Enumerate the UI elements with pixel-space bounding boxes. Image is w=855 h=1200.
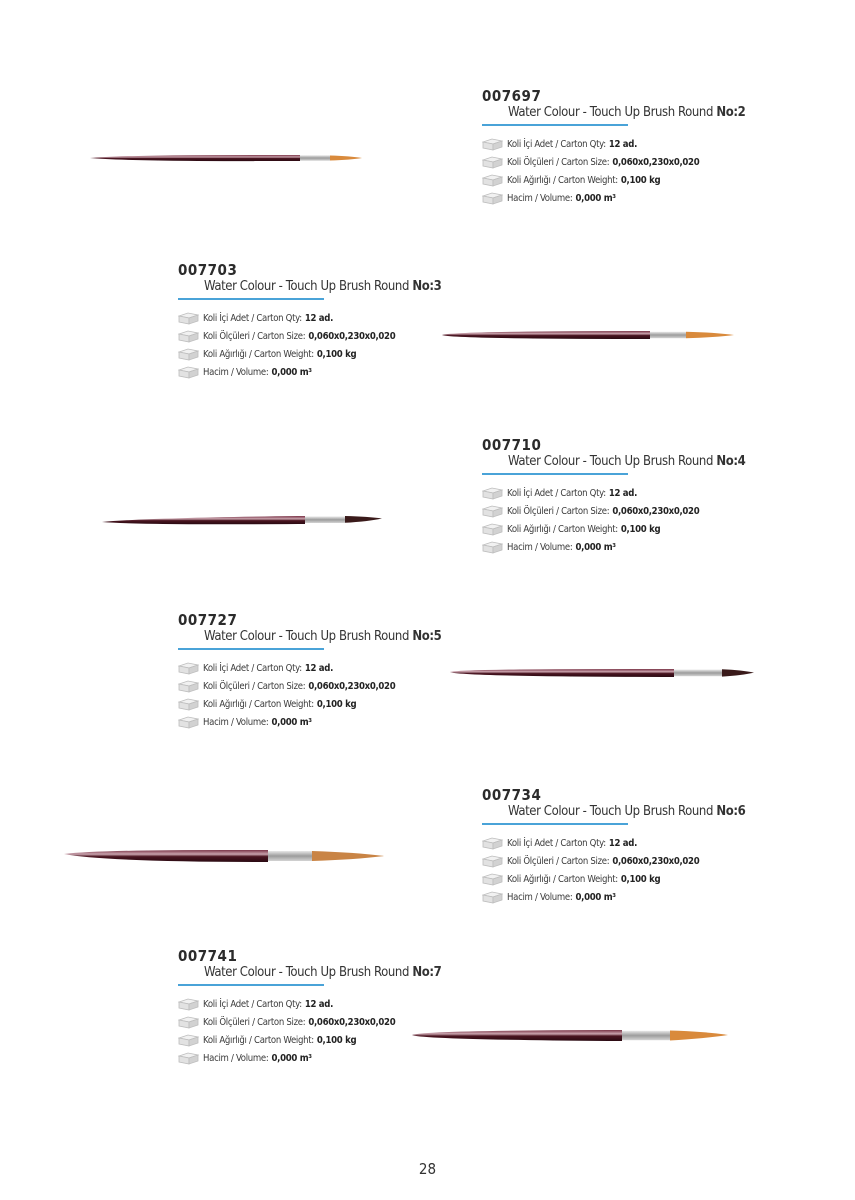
carton-box-icon — [482, 192, 503, 205]
spec-carton-weight: Koli Ağırlığı / Carton Weight: 0,100 kg — [178, 695, 508, 713]
carton-box-icon — [178, 348, 199, 361]
product-code: 007710 — [482, 436, 542, 454]
carton-box-icon — [482, 891, 503, 904]
spec-carton-weight: Koli Ağırlığı / Carton Weight: 0,100 kg — [178, 1031, 508, 1049]
carton-box-icon — [482, 541, 503, 554]
product-title: Water Colour - Touch Up Brush Round No:6 — [508, 804, 746, 819]
spec-carton-qty: Koli İçi Adet / Carton Qty: 12 ad. — [178, 659, 508, 677]
carton-box-icon — [178, 366, 199, 379]
carton-box-icon — [482, 174, 503, 187]
product-code: 007703 — [178, 261, 238, 279]
spec-volume: Hacim / Volume: 0,000 m³ — [178, 713, 508, 731]
spec-volume: Hacim / Volume: 0,000 m³ — [482, 189, 812, 207]
spec-carton-qty: Koli İçi Adet / Carton Qty: 12 ad. — [178, 309, 508, 327]
title-underline — [178, 984, 324, 986]
spec-carton-weight: Koli Ağırlığı / Carton Weight: 0,100 kg — [482, 171, 812, 189]
spec-carton-weight: Koli Ağırlığı / Carton Weight: 0,100 kg — [482, 520, 812, 538]
product-code: 007734 — [482, 786, 542, 804]
carton-box-icon — [178, 680, 199, 693]
spec-volume: Hacim / Volume: 0,000 m³ — [482, 888, 812, 906]
carton-box-icon — [178, 330, 199, 343]
title-underline — [482, 473, 628, 475]
spec-volume: Hacim / Volume: 0,000 m³ — [178, 1049, 508, 1067]
product-block — [482, 437, 812, 556]
spec-carton-qty: Koli İçi Adet / Carton Qty: 12 ad. — [178, 995, 508, 1013]
spec-carton-weight: Koli Ağırlığı / Carton Weight: 0,100 kg — [482, 870, 812, 888]
spec-carton-qty: Koli İçi Adet / Carton Qty: 12 ad. — [482, 484, 812, 502]
brush-image-no3 — [440, 326, 736, 344]
carton-box-icon — [178, 1016, 199, 1029]
spec-carton-size: Koli Ölçüleri / Carton Size: 0,060x0,230x0,020 — [178, 677, 508, 695]
brush-image-no5 — [448, 664, 756, 682]
title-underline — [178, 648, 324, 650]
title-underline — [482, 124, 628, 126]
carton-box-icon — [482, 523, 503, 536]
carton-box-icon — [482, 873, 503, 886]
carton-box-icon — [178, 998, 199, 1011]
spec-carton-size: Koli Ölçüleri / Carton Size: 0,060x0,230x0,020 — [482, 852, 812, 870]
title-underline — [178, 298, 324, 300]
product-title: Water Colour - Touch Up Brush Round No:2 — [508, 105, 746, 120]
spec-carton-size: Koli Ölçüleri / Carton Size: 0,060x0,230x0,020 — [482, 502, 812, 520]
carton-box-icon — [178, 1052, 199, 1065]
product-code: 007727 — [178, 611, 238, 629]
spec-carton-qty: Koli İçi Adet / Carton Qty: 12 ad. — [482, 135, 812, 153]
title-underline — [482, 823, 628, 825]
carton-box-icon — [178, 698, 199, 711]
carton-box-icon — [178, 662, 199, 675]
brush-image-no6 — [62, 846, 386, 868]
brush-image-no4 — [100, 510, 384, 530]
spec-carton-size: Koli Ölçüleri / Carton Size: 0,060x0,230x0,020 — [178, 1013, 508, 1031]
carton-box-icon — [178, 1034, 199, 1047]
spec-carton-qty: Koli İçi Adet / Carton Qty: 12 ad. — [482, 834, 812, 852]
product-title: Water Colour - Touch Up Brush Round No:4 — [508, 454, 746, 469]
product-title: Water Colour - Touch Up Brush Round No:5 — [204, 629, 442, 644]
spec-volume: Hacim / Volume: 0,000 m³ — [482, 538, 812, 556]
carton-box-icon — [482, 487, 503, 500]
product-title: Water Colour - Touch Up Brush Round No:3 — [204, 279, 442, 294]
carton-box-icon — [482, 837, 503, 850]
product-code: 007741 — [178, 947, 238, 965]
spec-carton-weight: Koli Ağırlığı / Carton Weight: 0,100 kg — [178, 345, 508, 363]
spec-volume: Hacim / Volume: 0,000 m³ — [178, 363, 508, 381]
carton-box-icon — [482, 156, 503, 169]
spec-carton-size: Koli Ölçüleri / Carton Size: 0,060x0,230x0,020 — [178, 327, 508, 345]
product-block — [178, 948, 508, 1067]
carton-box-icon — [178, 716, 199, 729]
product-block — [482, 88, 812, 207]
carton-box-icon — [482, 505, 503, 518]
brush-image-no2 — [88, 150, 364, 166]
page-number: 28 — [418, 1160, 437, 1178]
product-block — [178, 262, 508, 381]
spec-carton-size: Koli Ölçüleri / Carton Size: 0,060x0,230x0,020 — [482, 153, 812, 171]
brush-image-no7 — [410, 1024, 730, 1046]
product-code: 007697 — [482, 87, 542, 105]
carton-box-icon — [482, 138, 503, 151]
product-title: Water Colour - Touch Up Brush Round No:7 — [204, 965, 442, 980]
carton-box-icon — [482, 855, 503, 868]
product-block — [482, 787, 812, 906]
carton-box-icon — [178, 312, 199, 325]
